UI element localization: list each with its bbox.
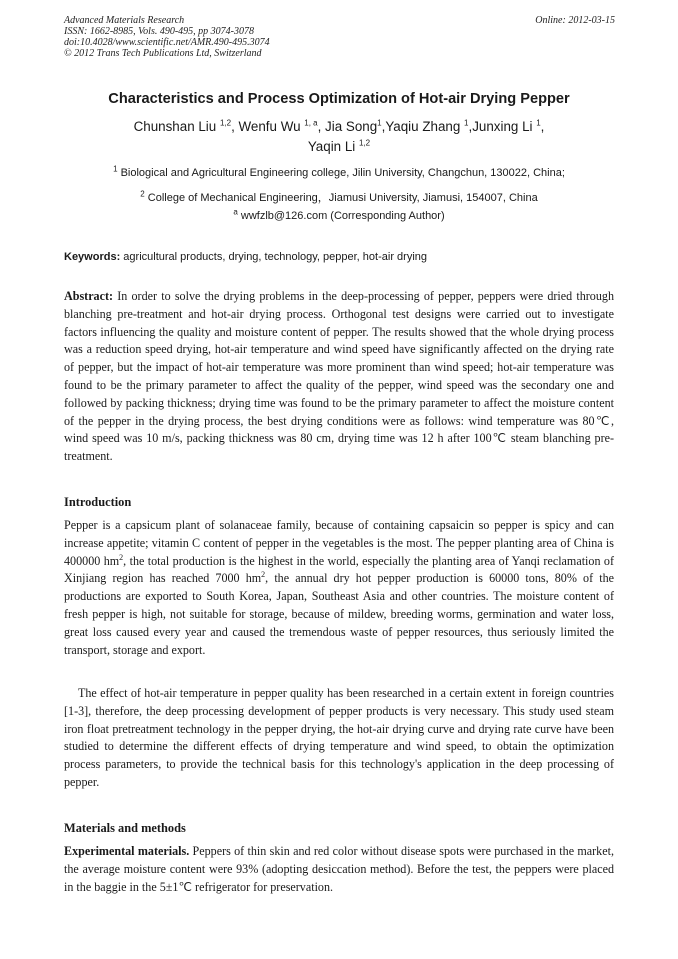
keywords-line bbox=[64, 250, 427, 264]
affiliation-mark: 1 bbox=[113, 164, 118, 174]
author-separator: , bbox=[540, 119, 545, 134]
materials-label: Experimental materials. bbox=[64, 844, 190, 858]
author-affiliation-mark: 1, a bbox=[304, 118, 318, 128]
paper-title: Characteristics and Process Optimization of Hot-air Drying Pepper bbox=[108, 91, 570, 107]
introduction-heading: Introduction bbox=[64, 495, 132, 509]
email-mark: a bbox=[233, 207, 238, 217]
abstract-text: In order to solve the drying problems in the deep-processing of pepper, peppers were dried through blanching pre-treatment and hot-air drying process. Orthogonal test designs were carried out to investigate factors influencing the quality and moisture content of pepper. The results showed that the whole drying process was a reduction speed drying, hot-air temperature and wind speed have significantly affected on the drying rate of pepper, but the impact of hot-air temperature was more prominent than wind speed; hot-air temperature was found to be the primary parameter to affect the quality of the pepper, wind speed was the secondary one and followed by packing thickness; drying time was found to be the primary parameter to affect the moisture content of the pepper in the drying process, the best drying conditions were as follows: wind temperature was 80℃, wind speed was 10 m/s, packing thickness was 80 cm, drying time was 12 h after 100℃ steam blanching pre-treatment. bbox=[64, 289, 614, 464]
affiliation-2 bbox=[30, 191, 648, 205]
materials-paragraph bbox=[64, 843, 614, 896]
author-name: ,Yaqiu Zhang bbox=[381, 119, 465, 134]
superscript: 2 bbox=[119, 552, 124, 562]
corresponding-email bbox=[30, 209, 648, 223]
author-affiliation-mark: 1 bbox=[536, 118, 541, 128]
author-name: ,Junxing Li bbox=[468, 119, 537, 134]
abstract-label: Abstract: bbox=[64, 289, 114, 303]
abstract-paragraph bbox=[64, 288, 614, 466]
paragraph-text: , the total production is the highest in the world, especially the planting area of Yanqi reclamation of Xinjiang region has reached 7000 hm bbox=[64, 553, 614, 586]
affiliation-text: College of Mechanical Engineering，Jiamusi University, Jiamusi, 154007, China bbox=[144, 192, 538, 204]
email-text: wwfzlb@126.com (Corresponding Author) bbox=[237, 210, 445, 222]
affiliation-mark: 2 bbox=[140, 189, 145, 199]
copyright-line: © 2012 Trans Tech Publications Ltd, Switzerland bbox=[64, 48, 262, 59]
paragraph-text: , the annual dry hot pepper production is 60000 tons, 80% of the productions are exported to South Korea, Japan, Southeast Asia and other countries. The moisture content of fresh pepper is high, not suitable for storage, because of mildew, breeding worms, germination and water loss, great loss caused every year and caused the tremendous waste of pepper resources, thus seriously limited the transport, storage and export. bbox=[64, 571, 614, 657]
introduction-paragraph-2: The effect of hot-air temperature in pepper quality has been researched in a certain extent in foreign countries [1-3], therefore, the deep processing development of pepper products is very necessary. This study used steam iron float pretreatment technology in the pepper drying, the hot-air drying curve and drying rate curve have been studied to determine the different effects of drying temperature and wind speed, to obtain the optimization process parameters, to provide the technical basis for this technology's application in the deep processing of pepper. bbox=[64, 686, 614, 789]
materials-text: Peppers of thin skin and red color without disease spots were purchased in the market, the average moisture content were 93% (adopting desiccation method). Before the test, the peppers were placed in the baggie in the 5±1℃ refrigerator for preservation. bbox=[64, 844, 614, 894]
paragraph-text: Pepper is a capsicum plant of solanaceae family, because of containing capsaicin so pepper is spicy and can increase appetite; vitamin C content of pepper in the vegetables is the most. The pepper planting area of China is 400000 hm bbox=[64, 518, 614, 568]
author-name: Chunshan Liu bbox=[133, 119, 220, 134]
introduction-paragraph-1 bbox=[64, 517, 614, 659]
journal-metadata bbox=[64, 15, 270, 59]
affiliation-text: Biological and Agricultural Engineering college, Jilin University, Changchun, 130022, China; bbox=[117, 167, 565, 179]
keywords-label: Keywords: bbox=[64, 251, 121, 263]
issn-line: ISSN: 1662-8985, Vols. 490-495, pp 3074-3078 bbox=[64, 26, 254, 37]
keywords-text: agricultural products, drying, technology, pepper, hot-air drying bbox=[120, 251, 427, 263]
author-affiliation-mark: 1 bbox=[464, 118, 469, 128]
author-affiliation-mark: 1 bbox=[377, 118, 382, 128]
superscript: 2 bbox=[261, 570, 266, 580]
doi-line: doi:10.4028/www.scientific.net/AMR.490-495.3074 bbox=[64, 37, 270, 48]
author-name: Yaqin Li bbox=[307, 139, 359, 154]
online-date: Online: 2012-03-15 bbox=[535, 15, 615, 26]
materials-heading: Materials and methods bbox=[64, 821, 186, 835]
affiliation-1 bbox=[30, 166, 648, 180]
author-affiliation-mark: 1,2 bbox=[219, 118, 232, 128]
author-list bbox=[60, 117, 618, 157]
author-name: , Wenfu Wu bbox=[231, 119, 305, 134]
journal-name: Advanced Materials Research bbox=[64, 15, 185, 26]
author-affiliation-mark: 1,2 bbox=[359, 138, 371, 148]
author-name: , Jia Song bbox=[317, 119, 378, 134]
